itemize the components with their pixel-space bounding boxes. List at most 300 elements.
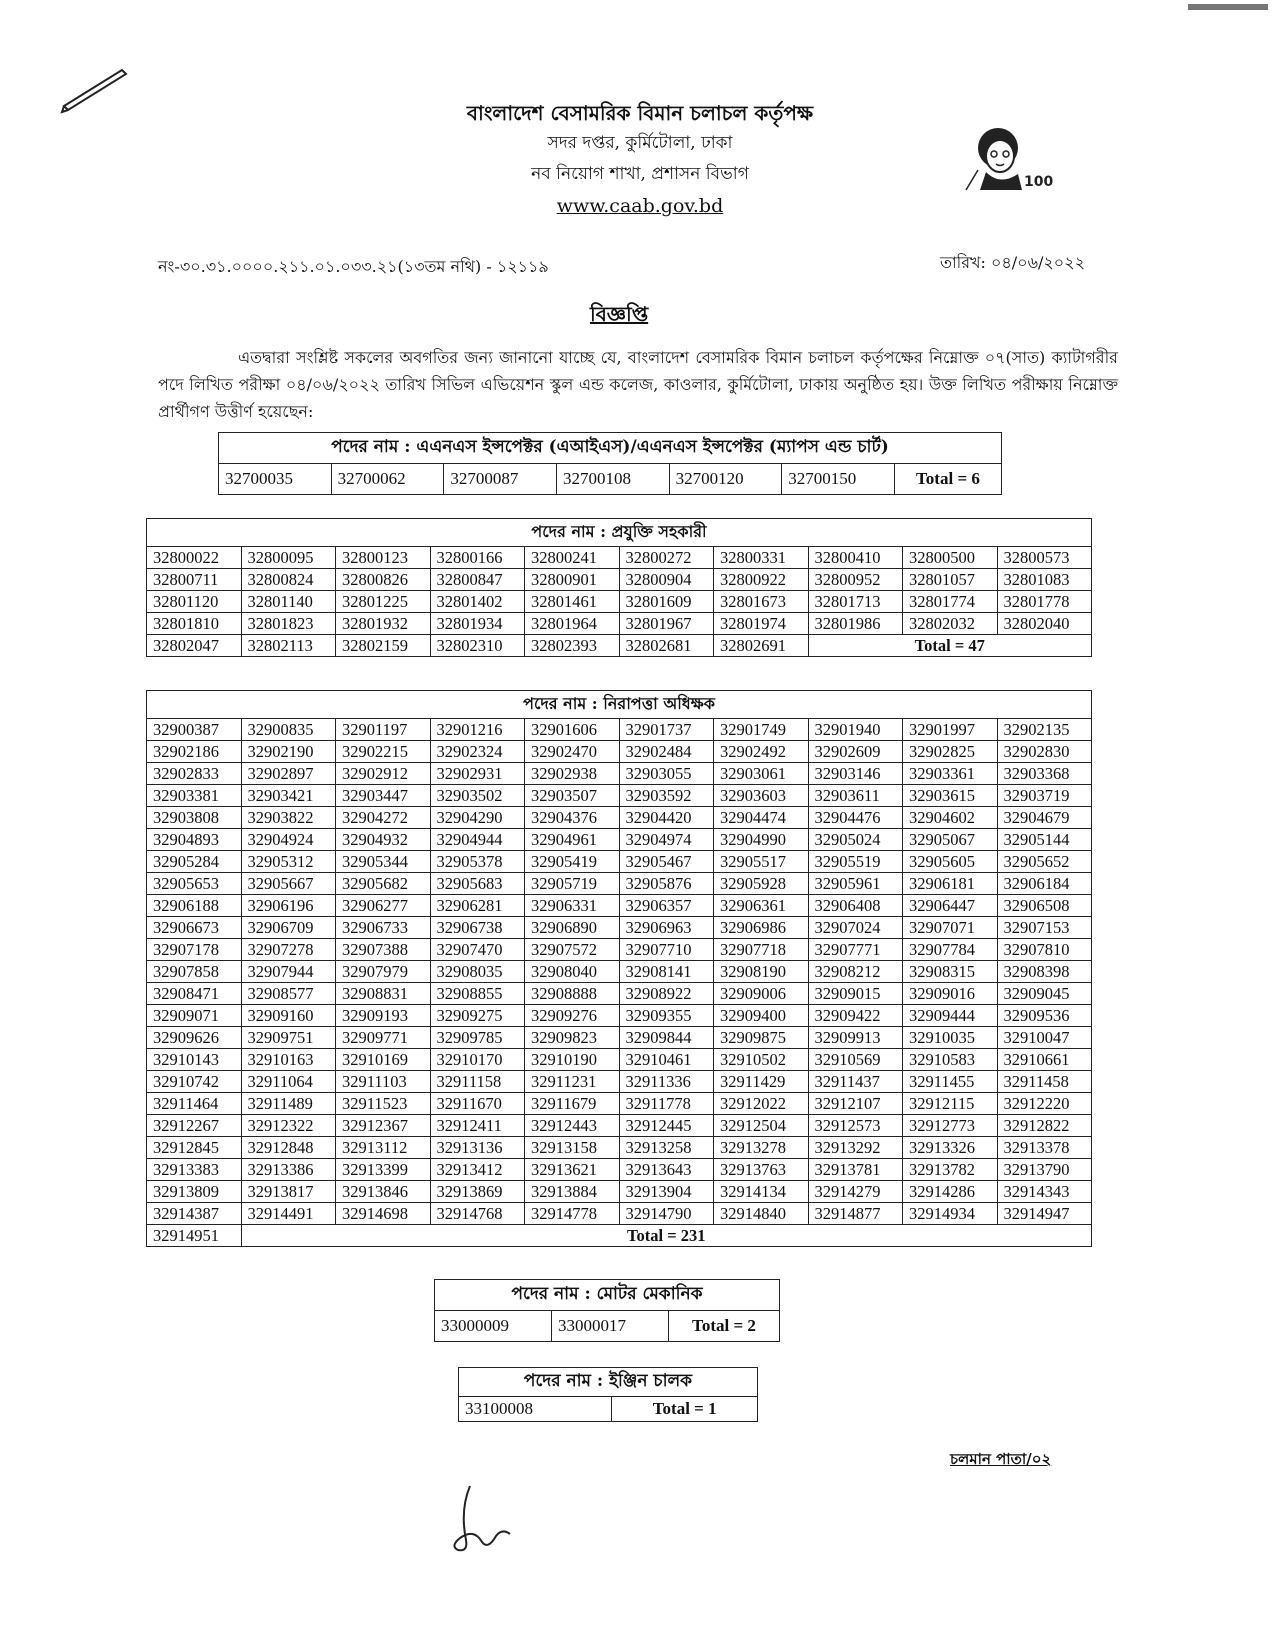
result-table-engine-driver [458, 1367, 758, 1422]
roll-number: 32800901 [525, 569, 620, 591]
roll-number: 32904990 [714, 829, 809, 851]
roll-number: 32800573 [997, 547, 1092, 569]
roll-number: 32909875 [714, 1027, 809, 1049]
table-row [147, 719, 1092, 741]
table-header-row [219, 433, 1002, 464]
table-row [147, 851, 1092, 873]
roll-number: 32700108 [556, 464, 669, 495]
roll-number: 32800847 [430, 569, 525, 591]
roll-number: 32909913 [808, 1027, 903, 1049]
total-count: Total = 6 [894, 464, 1001, 495]
roll-number: 32902135 [997, 719, 1092, 741]
table-header-row [147, 519, 1092, 547]
table-row [435, 1311, 780, 1342]
roll-number: 32800022 [147, 547, 242, 569]
roll-number: 32910143 [147, 1049, 242, 1071]
roll-number: 32911455 [903, 1071, 998, 1093]
roll-number: 32912443 [525, 1115, 620, 1137]
notice-body: এতদ্বারা সংশ্লিষ্ট সকলের অবগতির জন্য জানানো যাচ্ছে যে, বাংলাদেশ বেসামরিক বিমান চলাচল কর্তৃপক্ষের নিম্নোক্ত ০৭(সাত) ক্যাটাগরীর পদে লিখিত পরীক্ষা ০৪/০৬/২০২২ তারিখ সিভিল এভিয়েশন স্কুল এন্ড কলেজ, কাওলার, কুর্মিটোলা, ঢাকায় অনুষ্ঠিত হয়। উক্ত লিখিত পরীক্ষায় নিম্নোক্ত প্রার্থীগণ উত্তীর্ণ হয়েছেন: [158, 348, 1118, 421]
roll-number: 32905605 [903, 851, 998, 873]
roll-number: 32905467 [619, 851, 714, 873]
roll-number: 32902190 [241, 741, 336, 763]
roll-number: 32911464 [147, 1093, 242, 1115]
roll-number: 32909422 [808, 1005, 903, 1027]
roll-number: 32906963 [619, 917, 714, 939]
roll-number: 32911670 [430, 1093, 525, 1115]
roll-number: 32902830 [997, 741, 1092, 763]
roll-number: 32913846 [336, 1181, 431, 1203]
roll-number: 32905652 [997, 851, 1092, 873]
roll-number: 32912848 [241, 1137, 336, 1159]
roll-number: 32908577 [241, 983, 336, 1005]
roll-number: 32801774 [903, 591, 998, 613]
roll-number: 32905378 [430, 851, 525, 873]
roll-number: 32907718 [714, 939, 809, 961]
roll-number: 32905667 [241, 873, 336, 895]
roll-number: 32901197 [336, 719, 431, 741]
roll-number: 32907388 [336, 939, 431, 961]
roll-number: 32911336 [619, 1071, 714, 1093]
table-row [147, 763, 1092, 785]
roll-number: 32910047 [997, 1027, 1092, 1049]
roll-number: 32906447 [903, 895, 998, 917]
table-row [147, 1181, 1092, 1203]
office-address: সদর দপ্তর, কুর্মিটোলা, ঢাকা [547, 133, 733, 153]
result-table-ans-inspector [218, 432, 1002, 495]
roll-number: 32910569 [808, 1049, 903, 1071]
roll-number: 32800410 [808, 547, 903, 569]
roll-number: 32801986 [808, 613, 903, 635]
table-row [147, 1005, 1092, 1027]
result-table-motor-mechanic [434, 1279, 780, 1342]
roll-number: 32902912 [336, 763, 431, 785]
roll-number: 32913869 [430, 1181, 525, 1203]
roll-number: 32902484 [619, 741, 714, 763]
roll-number: 32912822 [997, 1115, 1092, 1137]
roll-number: 32905517 [714, 851, 809, 873]
table-row [147, 873, 1092, 895]
roll-number: 32913817 [241, 1181, 336, 1203]
roll-number: 32906673 [147, 917, 242, 939]
roll-number: 32800952 [808, 569, 903, 591]
roll-number: 32904944 [430, 829, 525, 851]
roll-number: 32913763 [714, 1159, 809, 1181]
roll-number: 32910502 [714, 1049, 809, 1071]
roll-number: 32908035 [430, 961, 525, 983]
roll-number: 32908855 [430, 983, 525, 1005]
roll-number: 32909275 [430, 1005, 525, 1027]
roll-number: 32907710 [619, 939, 714, 961]
roll-number: 32800123 [336, 547, 431, 569]
roll-number: 32909045 [997, 983, 1092, 1005]
roll-number: 32903502 [430, 785, 525, 807]
roll-number: 32908040 [525, 961, 620, 983]
roll-number: 32904376 [525, 807, 620, 829]
total-count: Total = 231 [241, 1225, 1092, 1247]
roll-number: 32910190 [525, 1049, 620, 1071]
roll-number: 32902938 [525, 763, 620, 785]
post-title: পদের নাম : ইঞ্জিন চালক [459, 1368, 758, 1397]
roll-number: 32913158 [525, 1137, 620, 1159]
roll-number: 32906733 [336, 917, 431, 939]
roll-number: 33100008 [459, 1397, 612, 1422]
roll-number: 32914877 [808, 1203, 903, 1225]
table-row [147, 939, 1092, 961]
roll-number: 32909016 [903, 983, 998, 1005]
roll-number: 32912367 [336, 1115, 431, 1137]
roll-number: 32903592 [619, 785, 714, 807]
roll-number: 32801934 [430, 613, 525, 635]
roll-number: 32910583 [903, 1049, 998, 1071]
table-row [147, 1115, 1092, 1137]
roll-number: 32906277 [336, 895, 431, 917]
roll-number: 32911064 [241, 1071, 336, 1093]
roll-number: 32900387 [147, 719, 242, 741]
roll-number: 32909785 [430, 1027, 525, 1049]
roll-number: 32903368 [997, 763, 1092, 785]
roll-number: 32908315 [903, 961, 998, 983]
roll-number: 32914951 [147, 1225, 242, 1247]
roll-number: 32914947 [997, 1203, 1092, 1225]
roll-number: 32904679 [997, 807, 1092, 829]
roll-number: 32903611 [808, 785, 903, 807]
roll-number: 32914840 [714, 1203, 809, 1225]
table-row [147, 1203, 1092, 1225]
post-title: পদের নাম : মোটর মেকানিক [435, 1280, 780, 1311]
roll-number: 32800272 [619, 547, 714, 569]
table-header-row [147, 691, 1092, 719]
roll-number: 32700062 [331, 464, 444, 495]
roll-number: 32905067 [903, 829, 998, 851]
roll-number: 32911437 [808, 1071, 903, 1093]
roll-number: 32908398 [997, 961, 1092, 983]
roll-number: 32907071 [903, 917, 998, 939]
roll-number: 32801402 [430, 591, 525, 613]
roll-number: 32912573 [808, 1115, 903, 1137]
roll-number: 32903719 [997, 785, 1092, 807]
roll-number: 32911523 [336, 1093, 431, 1115]
roll-number: 32907278 [241, 939, 336, 961]
roll-number: 32905419 [525, 851, 620, 873]
roll-number: 32906709 [241, 917, 336, 939]
result-table-security-supervisor [146, 690, 1092, 1247]
roll-number: 32909444 [903, 1005, 998, 1027]
notice-title: বিজ্ঞপ্তি [590, 302, 649, 326]
roll-number: 32905519 [808, 851, 903, 873]
roll-number: 32905719 [525, 873, 620, 895]
roll-number: 32905682 [336, 873, 431, 895]
continued-page-note: চলমান পাতা/০২ [950, 1450, 1052, 1468]
roll-number: 32906188 [147, 895, 242, 917]
roll-number: 32913790 [997, 1159, 1092, 1181]
roll-number: 32906281 [430, 895, 525, 917]
table-row [147, 1137, 1092, 1159]
signature [440, 1480, 530, 1560]
roll-number: 32905284 [147, 851, 242, 873]
roll-number: 32912220 [997, 1093, 1092, 1115]
roll-number: 32914934 [903, 1203, 998, 1225]
roll-number: 32907153 [997, 917, 1092, 939]
roll-number: 32800922 [714, 569, 809, 591]
table-row [147, 807, 1092, 829]
table-row [459, 1397, 758, 1422]
roll-number: 32909626 [147, 1027, 242, 1049]
roll-number: 32908471 [147, 983, 242, 1005]
roll-number: 32801120 [147, 591, 242, 613]
roll-number: 32912115 [903, 1093, 998, 1115]
roll-number: 32913383 [147, 1159, 242, 1181]
roll-number: 32801932 [336, 613, 431, 635]
roll-number: 32907784 [903, 939, 998, 961]
roll-number: 32913884 [525, 1181, 620, 1203]
roll-number: 32801713 [808, 591, 903, 613]
roll-number: 32800095 [241, 547, 336, 569]
roll-number: 32909160 [241, 1005, 336, 1027]
roll-number: 32914778 [525, 1203, 620, 1225]
roll-number: 32802032 [903, 613, 998, 635]
roll-number: 32700087 [444, 464, 557, 495]
post-title: পদের নাম : এএনএস ইন্সপেক্টর (এআইএস)/এএনএস ইন্সপেক্টর (ম্যাপস এন্ড চার্ট) [219, 433, 1002, 464]
roll-number: 32903808 [147, 807, 242, 829]
mujib-centenary-logo-icon [960, 120, 1070, 200]
roll-number: 32904932 [336, 829, 431, 851]
roll-number: 32700120 [669, 464, 782, 495]
roll-number: 32902609 [808, 741, 903, 763]
roll-number: 32906986 [714, 917, 809, 939]
roll-number: 32914343 [997, 1181, 1092, 1203]
roll-number: 32904961 [525, 829, 620, 851]
roll-number: 32903615 [903, 785, 998, 807]
roll-number: 32913781 [808, 1159, 903, 1181]
roll-number: 32901737 [619, 719, 714, 741]
roll-number: 32906890 [525, 917, 620, 939]
roll-number: 32800331 [714, 547, 809, 569]
roll-number: 32913378 [997, 1137, 1092, 1159]
roll-number: 32906331 [525, 895, 620, 917]
memo-date: তারিখ: ০৪/০৬/২০২২ [940, 253, 1085, 272]
table-row [147, 785, 1092, 807]
roll-number: 32903603 [714, 785, 809, 807]
roll-number: 32913278 [714, 1137, 809, 1159]
roll-number: 32801225 [336, 591, 431, 613]
roll-number: 32904474 [714, 807, 809, 829]
roll-number: 32907979 [336, 961, 431, 983]
roll-number: 32800711 [147, 569, 242, 591]
roll-number: 32905312 [241, 851, 336, 873]
roll-number: 32911778 [619, 1093, 714, 1115]
table-row [147, 1225, 1092, 1247]
roll-number: 32904974 [619, 829, 714, 851]
roll-number: 32902492 [714, 741, 809, 763]
roll-number: 32912504 [714, 1115, 809, 1137]
roll-number: 32906408 [808, 895, 903, 917]
roll-number: 32700035 [219, 464, 332, 495]
roll-number: 32913643 [619, 1159, 714, 1181]
roll-number: 32910170 [430, 1049, 525, 1071]
roll-number: 32909276 [525, 1005, 620, 1027]
roll-number: 32909751 [241, 1027, 336, 1049]
svg-text:100: 100 [1024, 174, 1054, 190]
table-header-row [459, 1368, 758, 1397]
roll-number: 32802040 [997, 613, 1092, 635]
roll-number: 32910661 [997, 1049, 1092, 1071]
roll-number: 32901940 [808, 719, 903, 741]
table-row [147, 829, 1092, 851]
roll-number: 32904290 [430, 807, 525, 829]
roll-number: 32912773 [903, 1115, 998, 1137]
website-link[interactable]: www.caab.gov.bd [556, 195, 724, 217]
roll-number: 32903822 [241, 807, 336, 829]
roll-number: 32911231 [525, 1071, 620, 1093]
roll-number: 32914387 [147, 1203, 242, 1225]
roll-number: 32700150 [782, 464, 895, 495]
roll-number: 32903447 [336, 785, 431, 807]
roll-number: 32913112 [336, 1137, 431, 1159]
roll-number: 32911429 [714, 1071, 809, 1093]
roll-number: 32902215 [336, 741, 431, 763]
pen-mark-icon [60, 62, 130, 114]
roll-number: 32913621 [525, 1159, 620, 1181]
roll-number: 32911103 [336, 1071, 431, 1093]
table-row [219, 464, 1002, 495]
roll-number: 32800241 [525, 547, 620, 569]
roll-number: 32901749 [714, 719, 809, 741]
roll-number: 32906196 [241, 895, 336, 917]
roll-number: 32908141 [619, 961, 714, 983]
roll-number: 32802310 [430, 635, 525, 657]
roll-number: 32904476 [808, 807, 903, 829]
roll-number: 32905928 [714, 873, 809, 895]
roll-number: 32901997 [903, 719, 998, 741]
roll-number: 32902897 [241, 763, 336, 785]
roll-number: 32801673 [714, 591, 809, 613]
roll-number: 32909006 [714, 983, 809, 1005]
roll-number: 32905024 [808, 829, 903, 851]
roll-number: 32912107 [808, 1093, 903, 1115]
roll-number: 32801967 [619, 613, 714, 635]
roll-number: 33000017 [551, 1311, 668, 1342]
roll-number: 32906738 [430, 917, 525, 939]
roll-number: 32801461 [525, 591, 620, 613]
table-row [147, 741, 1092, 763]
roll-number: 32801778 [997, 591, 1092, 613]
roll-number: 32800166 [430, 547, 525, 569]
roll-number: 32906184 [997, 873, 1092, 895]
table-row [147, 983, 1092, 1005]
roll-number: 32913136 [430, 1137, 525, 1159]
roll-number: 32910163 [241, 1049, 336, 1071]
total-count: Total = 2 [668, 1311, 779, 1342]
roll-number: 32908831 [336, 983, 431, 1005]
roll-number: 32802113 [241, 635, 336, 657]
org-name: বাংলাদেশ বেসামরিক বিমান চলাচল কর্তৃপক্ষ [466, 101, 814, 125]
roll-number: 32902324 [430, 741, 525, 763]
roll-number: 32908922 [619, 983, 714, 1005]
roll-number: 32903421 [241, 785, 336, 807]
roll-number: 32908888 [525, 983, 620, 1005]
roll-number: 32913292 [808, 1137, 903, 1159]
roll-number: 32907572 [525, 939, 620, 961]
roll-number: 32914134 [714, 1181, 809, 1203]
table-row [147, 613, 1092, 635]
roll-number: 32801140 [241, 591, 336, 613]
table-row [147, 1071, 1092, 1093]
roll-number: 32905876 [619, 873, 714, 895]
roll-number: 32801057 [903, 569, 998, 591]
table-row [147, 591, 1092, 613]
roll-number: 32912022 [714, 1093, 809, 1115]
roll-number: 32909071 [147, 1005, 242, 1027]
roll-number: 32905144 [997, 829, 1092, 851]
roll-number: 32800904 [619, 569, 714, 591]
roll-number: 32907470 [430, 939, 525, 961]
roll-number: 32914768 [430, 1203, 525, 1225]
roll-number: 32801810 [147, 613, 242, 635]
roll-number: 32913326 [903, 1137, 998, 1159]
roll-number: 32913809 [147, 1181, 242, 1203]
roll-number: 32903361 [903, 763, 998, 785]
roll-number: 32902931 [430, 763, 525, 785]
roll-number: 32801974 [714, 613, 809, 635]
table-row [147, 547, 1092, 569]
roll-number: 32902186 [147, 741, 242, 763]
roll-number: 32800824 [241, 569, 336, 591]
roll-number: 32905961 [808, 873, 903, 895]
roll-number: 32914491 [241, 1203, 336, 1225]
roll-number: 32904924 [241, 829, 336, 851]
table-row [147, 917, 1092, 939]
roll-number: 32911458 [997, 1071, 1092, 1093]
roll-number: 32910461 [619, 1049, 714, 1071]
roll-number: 32902825 [903, 741, 998, 763]
roll-number: 32909400 [714, 1005, 809, 1027]
roll-number: 32904602 [903, 807, 998, 829]
roll-number: 32912845 [147, 1137, 242, 1159]
roll-number: 32904420 [619, 807, 714, 829]
roll-number: 32910169 [336, 1049, 431, 1071]
roll-number: 32907178 [147, 939, 242, 961]
roll-number: 32801823 [241, 613, 336, 635]
roll-number: 32905683 [430, 873, 525, 895]
roll-number: 32906357 [619, 895, 714, 917]
table-row [147, 1093, 1092, 1115]
table-row [147, 1159, 1092, 1181]
roll-number: 32907024 [808, 917, 903, 939]
roll-number: 32909536 [997, 1005, 1092, 1027]
total-count: Total = 47 [808, 635, 1092, 657]
roll-number: 32907810 [997, 939, 1092, 961]
roll-number: 32912322 [241, 1115, 336, 1137]
roll-number: 32914279 [808, 1181, 903, 1203]
roll-number: 32906361 [714, 895, 809, 917]
roll-number: 32901216 [430, 719, 525, 741]
roll-number: 32903507 [525, 785, 620, 807]
table-row [147, 1049, 1092, 1071]
roll-number: 32911679 [525, 1093, 620, 1115]
roll-number: 32913399 [336, 1159, 431, 1181]
roll-number: 32906181 [903, 873, 998, 895]
roll-number: 32909193 [336, 1005, 431, 1027]
roll-number: 32903061 [714, 763, 809, 785]
roll-number: 32900835 [241, 719, 336, 741]
post-title: পদের নাম : প্রযুক্তি সহকারী [147, 519, 1092, 547]
roll-number: 32909015 [808, 983, 903, 1005]
roll-number: 32907858 [147, 961, 242, 983]
roll-number: 32912267 [147, 1115, 242, 1137]
table-row [147, 895, 1092, 917]
roll-number: 32905653 [147, 873, 242, 895]
memo-number: নং-৩০.৩১.০০০০.২১১.০১.০৩৩.২১(১৩তম নথি) - ১২১১৯ [158, 257, 549, 276]
